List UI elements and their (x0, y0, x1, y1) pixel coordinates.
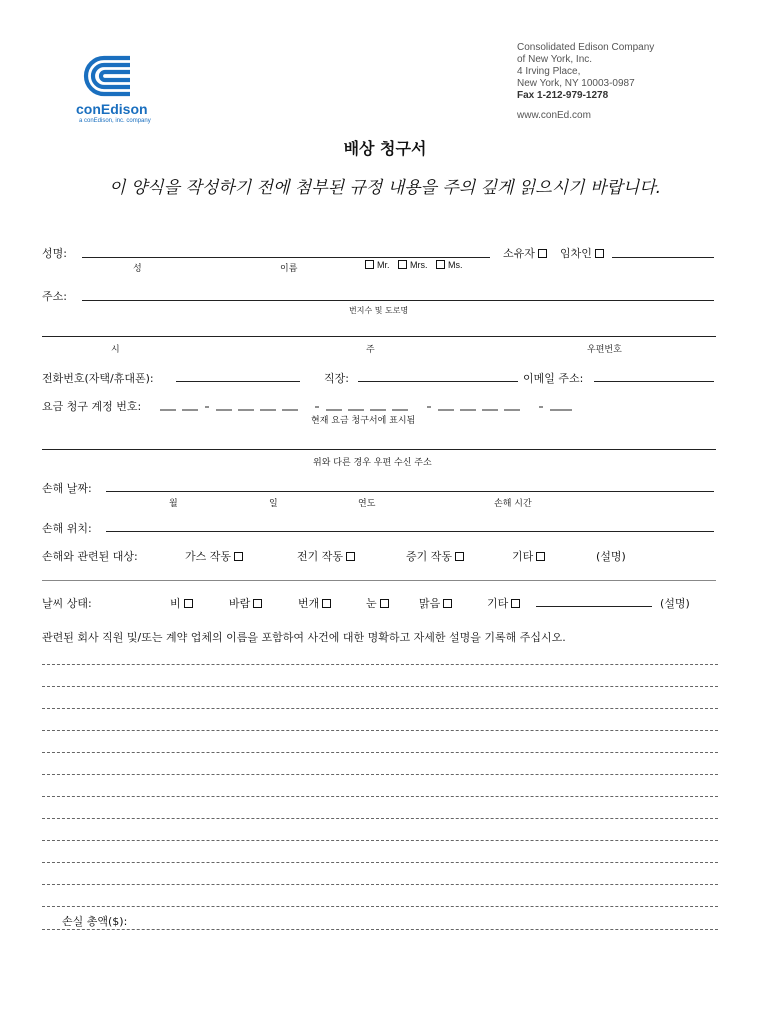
rain-option[interactable] (170, 595, 196, 611)
conedison-logo-icon (74, 52, 158, 100)
account-digit-blanks (158, 399, 576, 413)
description-line[interactable] (42, 708, 718, 709)
email-field[interactable] (594, 381, 714, 382)
form-title: 배상 청구서 (343, 139, 427, 158)
electric-option[interactable] (297, 548, 358, 564)
conedison-logo (74, 52, 158, 128)
mr-label: Mr. (377, 260, 390, 270)
address-label: 주소: (42, 290, 67, 303)
steam-option[interactable] (406, 548, 467, 564)
description-line[interactable] (42, 730, 718, 731)
wind-checkbox[interactable] (253, 599, 262, 608)
wind-option[interactable] (229, 595, 265, 611)
title-options (362, 260, 463, 270)
month-caption: 월 (169, 499, 178, 509)
fax-number: Fax 1-212-979-1278 (517, 90, 609, 101)
snow-checkbox[interactable] (380, 599, 389, 608)
description-line[interactable] (42, 840, 718, 841)
weather-describe: (설명) (660, 597, 690, 610)
description-instructions: 관련된 회사 직원 및/또는 계약 업체의 이름을 포함하여 사건에 대한 명확하고 자세한 설명을 기록해 주십시오. (42, 631, 566, 644)
electric-label: 전기 작동 (297, 550, 344, 563)
description-line[interactable] (42, 686, 718, 687)
other-weather-label: 기타 (487, 597, 509, 610)
account-caption: 현재 요금 청구서에 표시됨 (311, 416, 416, 426)
description-line[interactable] (42, 884, 718, 885)
mr-checkbox[interactable] (365, 260, 374, 269)
rain-checkbox[interactable] (184, 599, 193, 608)
mrs-label: Mrs. (410, 260, 428, 270)
weather-label: 날씨 상태: (42, 597, 92, 610)
steam-checkbox[interactable] (455, 552, 464, 561)
ms-checkbox[interactable] (436, 260, 445, 269)
company-address (517, 42, 654, 122)
gas-label: 가스 작동 (185, 550, 232, 563)
snow-option[interactable] (366, 595, 392, 611)
damage-date-field[interactable] (106, 491, 714, 492)
address-line: Consolidated Edison Company (517, 42, 655, 53)
gas-checkbox[interactable] (234, 552, 243, 561)
related-description-field[interactable] (42, 580, 716, 581)
work-label: 직장: (324, 372, 349, 385)
street-field[interactable] (82, 300, 714, 301)
related-describe: (설명) (596, 550, 626, 563)
first-name-caption: 이름 (280, 264, 298, 274)
clear-option[interactable] (419, 595, 455, 611)
related-label: 손해와 관련된 대상: (42, 550, 138, 563)
owner-option[interactable] (503, 245, 550, 261)
address-line: New York, NY 10003-0987 (517, 78, 635, 89)
address-line: of New York, Inc. (517, 54, 593, 65)
state-caption: 주 (366, 345, 375, 355)
work-field[interactable] (358, 381, 518, 382)
city-state-zip-field[interactable] (42, 336, 716, 337)
time-caption: 손해 시간 (494, 499, 532, 509)
tenant-checkbox[interactable] (595, 249, 604, 258)
logo-wordmark: conEdison (76, 101, 148, 117)
description-line[interactable] (42, 774, 718, 775)
description-line[interactable] (42, 752, 718, 753)
lightning-checkbox[interactable] (322, 599, 331, 608)
steam-label: 증기 작동 (406, 550, 453, 563)
form-subtitle: 이 양식을 작성하기 전에 첨부된 규정 내용을 주의 깊게 읽으시기 바랍니다. (108, 178, 662, 198)
wind-label: 바람 (229, 597, 251, 610)
account-label: 요금 청구 계정 번호: (42, 400, 142, 413)
other-weather-field[interactable] (536, 606, 652, 607)
year-caption: 연도 (358, 499, 376, 509)
day-caption: 일 (269, 499, 278, 509)
description-line[interactable] (42, 906, 718, 907)
phone-field[interactable] (176, 381, 300, 382)
logo-tagline: a conEdison, inc. company (79, 118, 151, 124)
website: www.conEd.com (517, 110, 591, 121)
other-weather-checkbox[interactable] (511, 599, 520, 608)
other-related-checkbox[interactable] (536, 552, 545, 561)
name-label: 성명: (42, 247, 67, 260)
name-field[interactable] (82, 257, 490, 258)
account-number-field[interactable] (158, 398, 576, 412)
address-line: 4 Irving Place, (517, 66, 581, 77)
total-loss-label: 손실 총액($): (62, 915, 128, 928)
description-line[interactable] (42, 664, 718, 665)
tenant-option[interactable] (560, 245, 607, 261)
tenant-label: 임차인 (560, 247, 592, 260)
other-weather-option[interactable] (487, 595, 523, 611)
snow-label: 눈 (366, 597, 377, 610)
city-caption: 시 (111, 345, 120, 355)
mailing-address-field[interactable] (42, 449, 716, 450)
owner-label: 소유자 (503, 247, 535, 260)
rain-label: 비 (170, 597, 181, 610)
description-lines[interactable] (42, 664, 718, 924)
total-loss-field[interactable] (42, 929, 718, 930)
lightning-label: 번개 (298, 597, 320, 610)
last-name-caption: 성 (133, 264, 142, 274)
owner-checkbox[interactable] (538, 249, 547, 258)
mrs-checkbox[interactable] (398, 260, 407, 269)
ms-label: Ms. (448, 260, 463, 270)
location-field[interactable] (106, 531, 714, 532)
damage-date-label: 손해 날짜: (42, 482, 92, 495)
clear-label: 맑음 (419, 597, 441, 610)
location-label: 손해 위치: (42, 522, 92, 535)
gas-option[interactable] (185, 548, 246, 564)
other-related-label: 기타 (512, 550, 534, 563)
lightning-option[interactable] (298, 595, 334, 611)
clear-checkbox[interactable] (443, 599, 452, 608)
mailing-caption: 위와 다른 경우 우편 수신 주소 (313, 458, 432, 468)
description-line[interactable] (42, 862, 718, 863)
zip-caption: 우편번호 (587, 345, 622, 355)
electric-checkbox[interactable] (346, 552, 355, 561)
street-caption: 번지수 및 도로명 (349, 306, 409, 315)
email-label: 이메일 주소: (523, 372, 584, 385)
tenant-field[interactable] (612, 257, 714, 258)
description-line[interactable] (42, 818, 718, 819)
description-line[interactable] (42, 796, 718, 797)
phone-label: 전화번호(자택/휴대폰): (42, 372, 154, 385)
other-related-option[interactable] (512, 548, 548, 564)
